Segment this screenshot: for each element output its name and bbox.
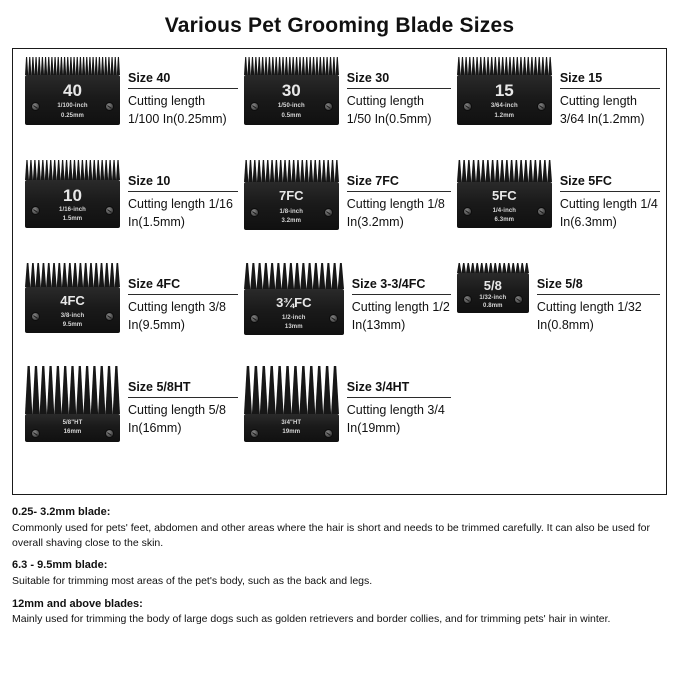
blade-screw-right xyxy=(537,102,546,111)
blade-teeth xyxy=(25,366,120,414)
blade-face-mm: 13mm xyxy=(284,324,303,330)
blade-screw-left xyxy=(250,429,259,438)
blade-screw-left xyxy=(463,295,472,304)
blade-face-mm: 1.5mm xyxy=(62,216,83,222)
blade-cutting-length: Cutting length 1/32 In(0.8mm) xyxy=(536,300,642,333)
blade-body xyxy=(244,414,339,442)
blade-teeth xyxy=(244,366,339,414)
blade-screw-right xyxy=(329,314,338,323)
blade-size-label: Size 3/4HT xyxy=(347,380,451,398)
blade-grid xyxy=(12,48,667,495)
blade-face-inch: 1/8-inch xyxy=(279,209,304,215)
blade-face-inch: 3/8-inch xyxy=(60,313,85,319)
blade-face-inch: 5/8"HT xyxy=(62,420,83,426)
blade-face-mm: 0.5mm xyxy=(281,113,302,119)
note-heading-3: 12mm and above blades: xyxy=(12,597,143,610)
blade-size-label: Size 7FC xyxy=(347,174,451,192)
blade-face-number: 3¾FC xyxy=(276,295,312,310)
blade-size-label: Size 5FC xyxy=(560,174,660,192)
blade-size-label: Size 40 xyxy=(128,71,238,89)
blade-face-mm: 1.2mm xyxy=(494,113,515,119)
blade-size-label: Size 4FC xyxy=(128,277,238,295)
blade-teeth xyxy=(457,57,552,75)
blade-info xyxy=(339,160,451,231)
blade-face-inch: 1/16-inch xyxy=(59,207,86,213)
blade-image-size-5-8ht xyxy=(25,366,120,442)
blade-face-inch: 3/4"HT xyxy=(281,420,302,426)
blade-cell-size-3-3-4fc xyxy=(238,263,451,335)
blade-cutting-length: Cutting length 1/2 In(13mm) xyxy=(351,300,450,333)
blade-cell-size-40 xyxy=(19,57,238,128)
blade-info xyxy=(120,160,238,231)
blade-screw-left xyxy=(31,312,40,321)
blade-cell-size-3-4ht xyxy=(238,366,451,442)
blade-face-inch: 3/64-inch xyxy=(490,103,518,109)
blade-info xyxy=(344,263,451,334)
blade-body xyxy=(25,287,120,333)
blade-face-number: 5/8 xyxy=(483,278,502,293)
usage-notes xyxy=(12,505,667,628)
blade-image-size-10 xyxy=(25,160,120,228)
blade-face-number: 5FC xyxy=(492,188,517,203)
blade-screw-left xyxy=(31,206,40,215)
blade-row xyxy=(19,57,660,160)
blade-face-number: 4FC xyxy=(60,293,85,308)
blade-size-label: Size 3-3/4FC xyxy=(352,277,451,295)
blade-cell-size-7fc xyxy=(238,160,451,231)
blade-cutting-length: Cutting length 1/8 In(3.2mm) xyxy=(346,197,445,230)
blade-face-inch: 1/50-inch xyxy=(277,103,305,109)
blade-info xyxy=(120,57,238,128)
blade-face-inch: 1/100-inch xyxy=(57,103,88,109)
blade-image-size-30 xyxy=(244,57,339,125)
note-body-2: Suitable for trimming most areas of the pet's body, such as the back and legs. xyxy=(12,575,373,588)
blade-teeth xyxy=(457,263,529,273)
blade-body xyxy=(25,180,120,228)
blade-body xyxy=(457,182,552,228)
blade-screw-left xyxy=(463,102,472,111)
blade-screw-left xyxy=(463,207,472,216)
blade-screw-right xyxy=(324,429,333,438)
blade-screw-right xyxy=(324,208,333,217)
blade-size-label: Size 30 xyxy=(347,71,451,89)
page-title: Various Pet Grooming Blade Sizes xyxy=(164,14,515,37)
blade-face-mm: 9.5mm xyxy=(62,322,83,328)
blade-cell-size-30 xyxy=(238,57,451,128)
blade-face-inch: 1/32-inch xyxy=(479,295,507,301)
blade-cutting-length: Cutting length 5/8 In(16mm) xyxy=(128,403,226,436)
blade-screw-left xyxy=(250,102,259,111)
blade-image-size-5fc xyxy=(457,160,552,228)
blade-face-mm: 3.2mm xyxy=(281,218,302,224)
blade-image-size-15 xyxy=(457,57,552,125)
blade-screw-right xyxy=(514,295,523,304)
blade-cutting-length: Cutting length 3/8 In(9.5mm) xyxy=(128,300,226,333)
blade-screw-left xyxy=(250,314,259,323)
blade-face-inch: 1/4-inch xyxy=(492,208,517,214)
blade-image-size-3-4ht xyxy=(244,366,339,442)
blade-teeth xyxy=(25,263,120,287)
blade-info xyxy=(120,366,238,437)
blade-cutting-length: Cutting length 1/16 In(1.5mm) xyxy=(128,197,233,230)
blade-screw-left xyxy=(250,208,259,217)
blade-body xyxy=(25,414,120,442)
blade-size-label: Size 5/8HT xyxy=(128,380,238,398)
note-body-1: Commonly used for pets' feet, abdomen and other areas where the hair is short and needs to be trimmed carefully. It can also be used for overall shaving close to the skin. xyxy=(12,521,650,550)
blade-cell-size-5-8ht xyxy=(19,366,238,442)
blade-info xyxy=(339,57,451,128)
blade-info xyxy=(120,263,238,334)
blade-cutting-length: Cutting length 3/4 In(19mm) xyxy=(346,403,445,436)
blade-image-size-4fc xyxy=(25,263,120,333)
blade-image-size-3-3-4fc xyxy=(244,263,344,335)
blade-cell-size-4fc xyxy=(19,263,238,334)
blade-screw-right xyxy=(537,207,546,216)
blade-teeth xyxy=(244,263,344,289)
blade-face-mm: 16mm xyxy=(63,429,82,435)
blade-face-number: 40 xyxy=(63,81,82,100)
blade-info xyxy=(339,366,451,437)
blade-body xyxy=(244,182,339,230)
blade-cutting-length: Cutting length 1/4 In(6.3mm) xyxy=(559,197,658,230)
blade-screw-right xyxy=(105,429,114,438)
blade-screw-left xyxy=(31,102,40,111)
blade-cell-size-10 xyxy=(19,160,238,231)
blade-size-label: Size 10 xyxy=(128,174,238,192)
blade-image-size-7fc xyxy=(244,160,339,230)
blade-info xyxy=(552,57,660,128)
blade-info xyxy=(552,160,660,231)
blade-image-size-40 xyxy=(25,57,120,125)
blade-cell-size-5fc xyxy=(451,160,660,231)
blade-face-number: 15 xyxy=(494,81,514,100)
blade-cell-size-5-8 xyxy=(451,263,660,334)
blade-size-label: Size 15 xyxy=(560,71,660,89)
blade-face-inch: 1/2-inch xyxy=(282,315,306,321)
note-body-3: Mainly used for trimming the body of large dogs such as golden retrievers and border collies, and for trimming pets' hair in winter. xyxy=(12,613,611,626)
blade-teeth xyxy=(457,160,552,182)
note-heading-2: 6.3 - 9.5mm blade: xyxy=(12,559,108,572)
blade-face-mm: 0.8mm xyxy=(483,303,503,309)
blade-cutting-length: Cutting length 1/100 In(0.25mm) xyxy=(128,94,227,127)
blade-face-number: 10 xyxy=(63,186,82,205)
blade-info xyxy=(529,263,660,334)
blade-body xyxy=(25,75,120,125)
note-heading-1: 0.25- 3.2mm blade: xyxy=(12,506,111,518)
blade-cutting-length: Cutting length 3/64 In(1.2mm) xyxy=(559,94,645,127)
blade-row xyxy=(19,263,660,366)
blade-teeth xyxy=(244,57,339,75)
blade-screw-right xyxy=(105,102,114,111)
blade-screw-left xyxy=(31,429,40,438)
blade-image-size-5-8 xyxy=(457,263,529,313)
blade-body xyxy=(244,75,339,125)
blade-screw-right xyxy=(105,312,114,321)
blade-screw-right xyxy=(324,102,333,111)
blade-face-mm: 6.3mm xyxy=(494,217,515,223)
blade-body xyxy=(457,273,529,313)
blade-face-mm: 0.25mm xyxy=(61,113,84,119)
blade-face-number: 7FC xyxy=(279,188,304,203)
blade-teeth xyxy=(25,57,120,75)
blade-row xyxy=(19,160,660,263)
blade-face-mm: 19mm xyxy=(282,429,301,435)
blade-cell-size-15 xyxy=(451,57,660,128)
blade-size-label: Size 5/8 xyxy=(537,277,660,295)
blade-row xyxy=(19,366,660,469)
blade-body xyxy=(457,75,552,125)
blade-body xyxy=(244,289,344,335)
blade-face-number: 30 xyxy=(281,81,301,100)
blade-screw-right xyxy=(105,206,114,215)
blade-teeth xyxy=(244,160,339,182)
blade-cutting-length: Cutting length 1/50 In(0.5mm) xyxy=(346,94,432,127)
blade-teeth xyxy=(25,160,120,180)
